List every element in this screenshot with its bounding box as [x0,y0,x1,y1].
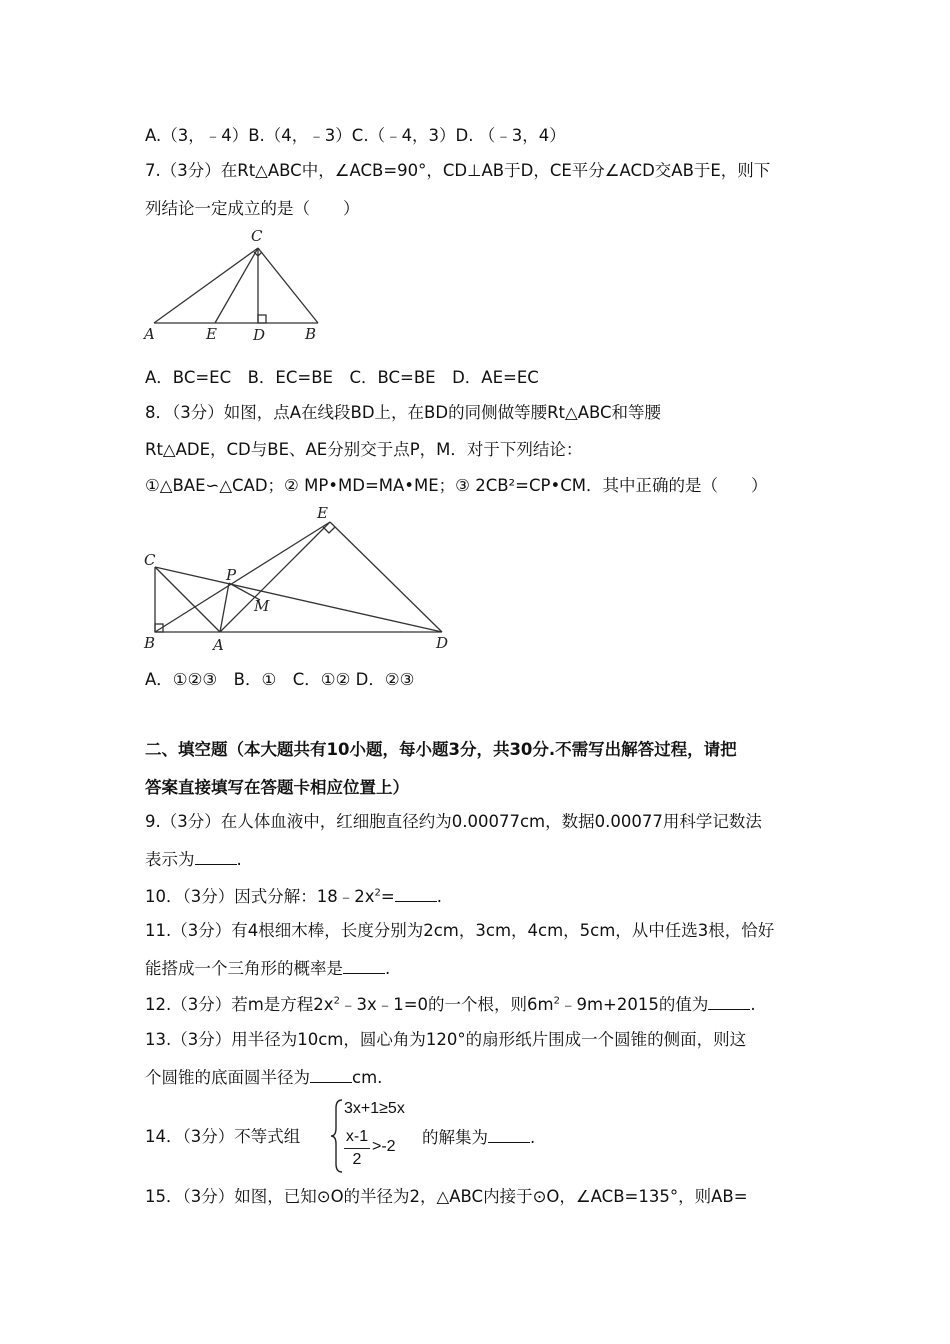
q12-answer-blank [708,993,750,1010]
q9-line2: 表示为 . [145,850,242,869]
inequality-2-rest: >-2 [372,1138,396,1155]
q8-line2: Rt△ADE，CD与BE、AE分别交于点P，M．对于下列结论： [145,440,583,459]
q7-label-b: B [305,325,317,343]
q9-answer-blank [195,848,237,865]
inequality-system [330,1098,430,1174]
q7-line1: 7.（3分）在Rt△ABC中，∠ACB=90°，CD⊥AB于D，CE平分∠ACD交AB于E，则下 [145,161,771,180]
q8-figure [140,500,460,660]
q6-options: A.（3，﹣4）B.（4，﹣3）C.（﹣4，3）D. （﹣3，4） [145,126,566,145]
q8-options: A．①②③ B．① C．①② D．②③ [145,670,415,689]
brace-icon [330,1098,344,1174]
q7-label-d: D [253,326,266,344]
q12: 12.（3分）若m是方程$2x^2﹣3x﹣1=0$的一个根，则$6m^2﹣9m+2015$的值为 . [145,995,756,1014]
q8-label-c: C [144,551,156,569]
q7-label-c: C [251,227,263,245]
q11-line1: 11.（3分）有4根细木棒，长度分别为2cm，3cm，4cm，5cm，从中任选3根，恰好 [145,921,775,940]
q8-label-e: E [317,504,328,522]
inequality-2-denominator: 2 [352,1151,362,1168]
q14-suffix: 的解集为 . [422,1128,536,1147]
section2-heading-line1: 二、填空题（本大题共有10小题，每小题3分，共30分.不需写出解答过程，请把 [145,740,737,759]
q14-prefix: 14．（3分）不等式组 [145,1127,301,1146]
q11-line2: 能搭成一个三角形的概率是 . [145,959,391,978]
inequality-1: 3x+1≥5x [344,1100,405,1117]
q7-label-e: E [206,325,217,343]
q10: 10．（3分）因式分解：$18﹣2x^2=$ . [145,887,442,906]
section2-heading-line2: 答案直接填写在答题卡相应位置上） [145,778,409,797]
q15-line1: 15．（3分）如图，已知⊙O的半径为2，△ABC内接于⊙O，∠ACB=135°，则AB= [145,1187,748,1206]
q10-answer-blank [395,885,437,902]
q13-line1: 13.（3分）用半径为10cm，圆心角为120°的扇形纸片围成一个圆锥的侧面，则这 [145,1030,747,1049]
q8-label-d: D [436,634,449,652]
q9-line1: 9.（3分）在人体血液中，红细胞直径约为0.00077cm，数据0.00077用科学记数法 [145,812,762,831]
q14-answer-blank [488,1126,530,1143]
q7-label-a: A [144,325,155,343]
q8-label-a: A [213,636,224,654]
q7-line2: 列结论一定成立的是（ ） [145,199,360,218]
q8-label-m: M [254,597,270,615]
q7-figure [140,226,330,348]
q8-label-p: P [226,566,237,584]
q8-line3: ①△BAE∽△CAD；② MP•MD=MA•ME；③ 2CB²=CP•CM．其中正确的是（ ） [145,476,768,495]
q11-answer-blank [343,957,385,974]
q7-options: A．BC=EC B．EC=BE C．BC=BE D．AE=EC [145,368,539,387]
q8-label-b: B [144,634,156,652]
inequality-2-numerator: x-1 [345,1128,369,1145]
q13-answer-blank [310,1066,352,1083]
fraction-bar [344,1148,370,1149]
q13-line2: 个圆锥的底面圆半径为 cm. [145,1068,383,1087]
q8-line1: 8．（3分）如图，点A在线段BD上，在BD的同侧做等腰Rt△ABC和等腰 [145,403,662,422]
